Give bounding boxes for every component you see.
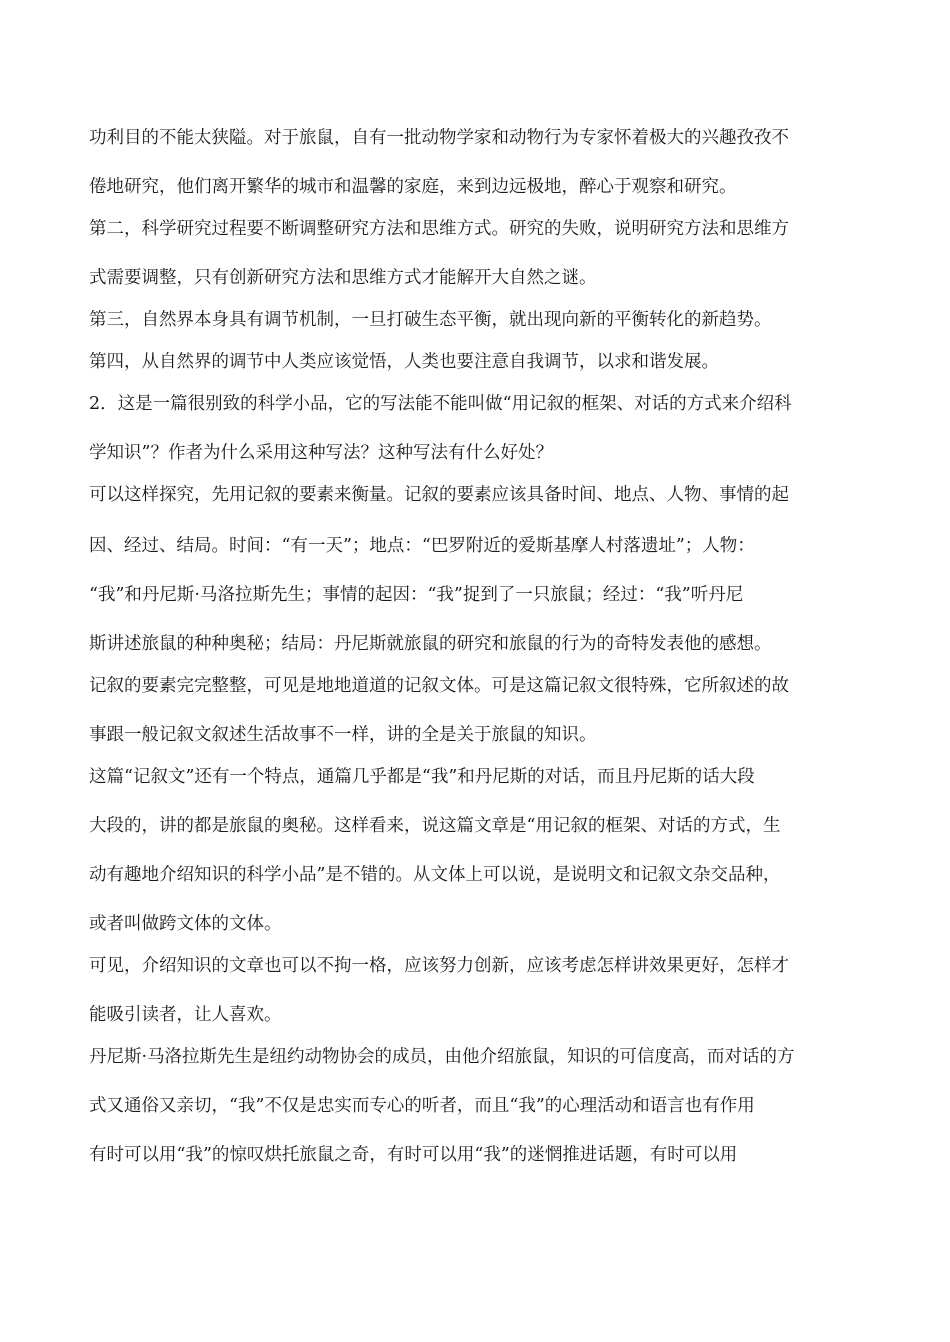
- text-line: 第三，自然界本身具有调节机制，一旦打破生态平衡，就出现向新的平衡转化的新趋势。: [89, 310, 772, 330]
- text-line: 式又通俗又亲切，“我”不仅是忠实而专心的听者，而且“我”的心理活动和语言也有作用: [89, 1096, 755, 1116]
- text-line: 功利目的不能太狭隘。对于旅鼠，自有一批动物学家和动物行为专家怀着极大的兴趣孜孜不: [89, 128, 789, 148]
- text-line: “我”和丹尼斯·马洛拉斯先生；事情的起因：“我”捉到了一只旅鼠；经过：“我”听丹尼: [89, 585, 744, 605]
- text-line: 斯讲述旅鼠的种种奥秘；结局：丹尼斯就旅鼠的研究和旅鼠的行为的奇特发表他的感想。: [89, 634, 772, 654]
- text-line: 学知识”？作者为什么采用这种写法？这种写法有什么好处？: [89, 443, 553, 463]
- text-line: 动有趣地介绍知识的科学小品”是不错的。从文体上可以说，是说明文和记叙文杂交品种，: [89, 865, 781, 885]
- text-line: 第四，从自然界的调节中人类应该觉悟，人类也要注意自我调节，以求和谐发展。: [89, 352, 719, 372]
- text-line: 2．这是一篇很别致的科学小品，它的写法能不能叫做“用记叙的框架、对话的方式来介绍科: [89, 394, 792, 414]
- text-line: 大段的，讲的都是旅鼠的奥秘。这样看来，说这篇文章是“用记叙的框架、对话的方式，生: [89, 816, 781, 836]
- text-line: 可见，介绍知识的文章也可以不拘一格，应该努力创新，应该考虑怎样讲效果更好，怎样才: [89, 956, 789, 976]
- text-line: 式需要调整，只有创新研究方法和思维方式才能解开大自然之谜。: [89, 268, 597, 288]
- text-line: 丹尼斯·马洛拉斯先生是纽约动物协会的成员，由他介绍旅鼠，知识的可信度高，而对话的方: [89, 1047, 795, 1067]
- text-line: 有时可以用“我”的惊叹烘托旅鼠之奇，有时可以用“我”的迷惘推进话题，有时可以用: [89, 1145, 738, 1165]
- text-line: 这篇“记叙文”还有一个特点，通篇几乎都是“我”和丹尼斯的对话，而且丹尼斯的话大段: [89, 767, 755, 787]
- text-line: 能吸引读者，让人喜欢。: [89, 1005, 282, 1025]
- text-line: 或者叫做跨文体的文体。: [89, 914, 282, 934]
- text-line: 记叙的要素完完整整，可见是地地道道的记叙文体。可是这篇记叙文很特殊，它所叙述的故: [89, 676, 789, 696]
- text-line: 可以这样探究，先用记叙的要素来衡量。记叙的要素应该具备时间、地点、人物、事情的起: [89, 485, 789, 505]
- text-line: 事跟一般记叙文叙述生活故事不一样，讲的全是关于旅鼠的知识。: [89, 725, 597, 745]
- text-line: 第二，科学研究过程要不断调整研究方法和思维方式。研究的失败，说明研究方法和思维方: [89, 219, 789, 239]
- text-line: 倦地研究，他们离开繁华的城市和温馨的家庭，来到边远极地，醉心于观察和研究。: [89, 177, 737, 197]
- text-line: 因、经过、结局。时间：“有一天”；地点：“巴罗附近的爱斯基摩人村落遗址”；人物：: [89, 536, 755, 556]
